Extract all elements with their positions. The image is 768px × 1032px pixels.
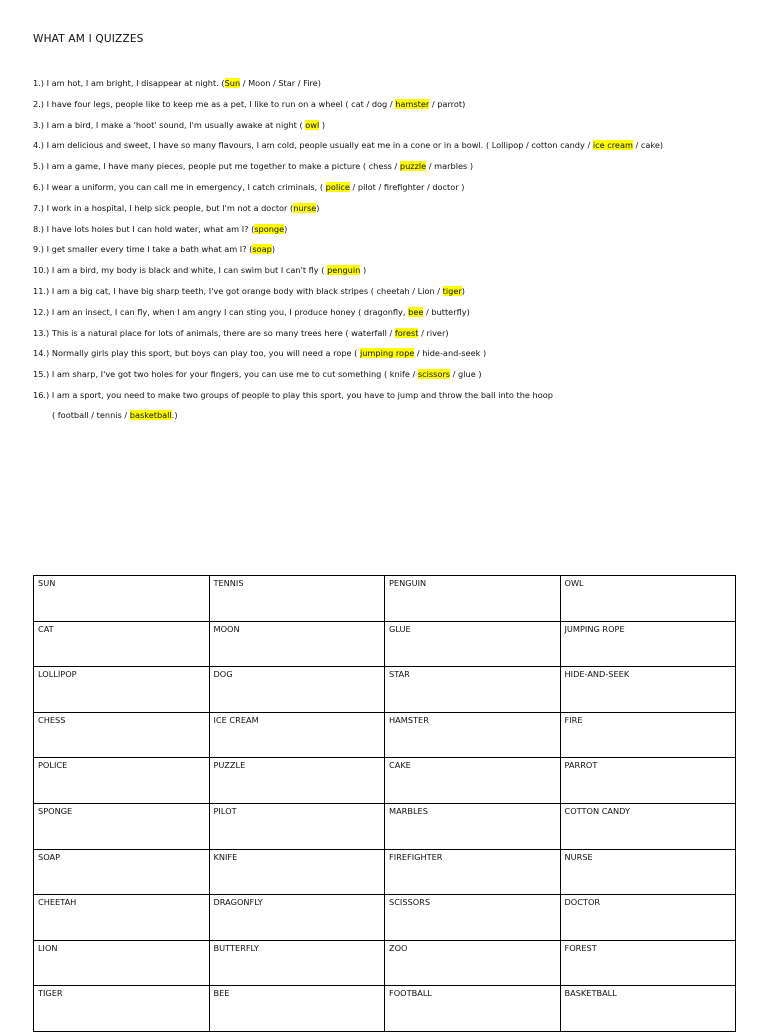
table-cell: TIGER (34, 986, 210, 1032)
quiz-question (33, 284, 763, 305)
question-text: 3.) I am a bird, I make a 'hoot' sound, I'm usually awake at night ( (33, 119, 306, 130)
highlighted-answer: forest (394, 327, 419, 338)
table-cell: HAMSTER (385, 712, 561, 758)
question-text: / hide-and-seek ) (414, 348, 487, 359)
highlighted-answer: scissors (417, 369, 451, 380)
table-cell: NURSE (560, 849, 736, 895)
quiz-question (33, 76, 763, 97)
table-cell: POLICE (34, 758, 210, 804)
question-text: 10.) I am a bird, my body is black and white, I can swim but I can't fly ( (33, 265, 328, 276)
table-cell: TENNIS (209, 576, 385, 622)
question-text: 6.) I wear a uniform, you can call me in emergency, I catch criminals, ( (33, 181, 326, 192)
question-text: ) (319, 119, 326, 130)
quiz-question (33, 201, 763, 222)
table-row (34, 758, 736, 804)
quiz-question (33, 263, 763, 284)
table-row (34, 940, 736, 986)
table-cell: CAT (34, 621, 210, 667)
question-text: ) (360, 265, 367, 276)
question-text: 12.) I am an insect, I can fly, when I am angry I can sting you, I produce honey ( dragonfly, (33, 306, 409, 317)
table-cell: ZOO (385, 940, 561, 986)
question-text: / cake) (632, 140, 664, 151)
question-text: / glue ) (450, 369, 482, 380)
question-text: ) (316, 202, 320, 213)
question-text: 9.) I get smaller every time I take a bath what am I? ( (33, 244, 253, 255)
quiz-question (33, 367, 763, 388)
question-text: 4.) I am delicious and sweet, I have so many flavours, I am cold, people usually eat me in a cone or in a bowl. ( Lollipop / cotton candy / (33, 140, 593, 151)
question-text: / pilot / firefighter / doctor ) (349, 181, 465, 192)
highlighted-answer: nurse (293, 202, 317, 213)
highlighted-answer: Sun (224, 78, 241, 88)
quiz-question (33, 159, 763, 180)
highlighted-answer: tiger (442, 285, 462, 296)
question-text: 1.) I am hot, I am bright, I disappear at night. ( (33, 78, 225, 88)
highlighted-answer: basketball (129, 409, 172, 420)
table-cell: KNIFE (209, 849, 385, 895)
table-cell: PENGUIN (385, 576, 561, 622)
table-cell: STAR (385, 667, 561, 713)
table-cell: BEE (209, 986, 385, 1032)
question-text: 11.) I am a big cat, I have big sharp teeth, I've got orange body with black stripes ( cheetah / Lion / (33, 285, 443, 296)
question-text: 5.) I am a game, I have many pieces, people put me together to make a picture ( chess / (33, 161, 400, 172)
quiz-question (33, 138, 763, 159)
question-text: ( football / tennis / (52, 409, 130, 420)
quiz-question (33, 388, 763, 422)
question-text: 16.) I am a sport, you need to make two groups of people to play this sport, you have to jump and throw the ball into the hoop (33, 389, 553, 400)
question-text: 14.) Normally girls play this sport, but boys can play too, you will need a rope ( (33, 348, 360, 359)
question-text: / parrot) (429, 98, 466, 109)
page-title: WHAT AM I QUIZZES (33, 33, 144, 45)
quiz-question (33, 222, 763, 243)
question-text: 13.) This is a natural place for lots of animals, there are so many trees here ( waterfall / (33, 327, 395, 338)
table-cell: COTTON CANDY (560, 803, 736, 849)
table-cell: HIDE-AND-SEEK (560, 667, 736, 713)
table-cell: FOREST (560, 940, 736, 986)
highlighted-answer: puzzle (399, 161, 427, 172)
highlighted-answer: bee (408, 306, 424, 317)
table-cell: BUTTERFLY (209, 940, 385, 986)
highlighted-answer: hamster (395, 98, 430, 109)
question-text: / butterfly) (423, 306, 470, 317)
quiz-question (33, 305, 763, 326)
highlighted-answer: soap (252, 244, 272, 255)
highlighted-answer: police (325, 181, 350, 192)
table-row (34, 849, 736, 895)
table-cell: GLUE (385, 621, 561, 667)
table-row (34, 621, 736, 667)
table-cell: PILOT (209, 803, 385, 849)
table-cell: SCISSORS (385, 895, 561, 941)
table-cell: LION (34, 940, 210, 986)
table-row (34, 895, 736, 941)
question-text: 15.) I am sharp, I've got two holes for your fingers, you can use me to cut something ( knife / (33, 369, 418, 380)
question-text: ) (284, 223, 288, 234)
table-cell: CHESS (34, 712, 210, 758)
quiz-question (33, 346, 763, 367)
question-continuation (33, 408, 763, 422)
quiz-question (33, 326, 763, 347)
table-cell: SOAP (34, 849, 210, 895)
table-cell: JUMPING ROPE (560, 621, 736, 667)
quiz-question (33, 180, 763, 201)
table-cell: SPONGE (34, 803, 210, 849)
table-cell: FIRE (560, 712, 736, 758)
question-text: 8.) I have lots holes but I can hold water, what am I? ( (33, 223, 255, 234)
table-cell: PUZZLE (209, 758, 385, 804)
table-row (34, 803, 736, 849)
question-text: / marbles ) (426, 161, 474, 172)
quiz-question (33, 97, 763, 118)
highlighted-answer: ice cream (592, 140, 633, 151)
question-text: 7.) I work in a hospital, I help sick people, but I'm not a doctor ( (33, 202, 294, 213)
table-cell: MARBLES (385, 803, 561, 849)
question-text: 2.) I have four legs, people like to keep me as a pet, I like to run on a wheel ( cat / dog / (33, 98, 396, 109)
table-cell: DRAGONFLY (209, 895, 385, 941)
table-cell: ICE CREAM (209, 712, 385, 758)
highlighted-answer: jumping rope (359, 348, 415, 359)
table-cell: BASKETBALL (560, 986, 736, 1032)
question-text: / river) (418, 327, 449, 338)
table-cell: CAKE (385, 758, 561, 804)
table-row (34, 576, 736, 622)
question-text: ) (461, 285, 465, 296)
word-answer-table (33, 575, 736, 1032)
question-text: .) (171, 409, 178, 420)
quiz-question (33, 242, 763, 263)
table-cell: DOCTOR (560, 895, 736, 941)
table-cell: FOOTBALL (385, 986, 561, 1032)
table-cell: MOON (209, 621, 385, 667)
highlighted-answer: sponge (254, 223, 285, 234)
quiz-question-list (33, 76, 763, 422)
table-row (34, 712, 736, 758)
question-text: / Moon / Star / Fire) (240, 78, 321, 88)
table-cell: PARROT (560, 758, 736, 804)
table-cell: OWL (560, 576, 736, 622)
highlighted-answer: owl (305, 119, 320, 130)
table-cell: FIREFIGHTER (385, 849, 561, 895)
table-cell: LOLLIPOP (34, 667, 210, 713)
table-cell: CHEETAH (34, 895, 210, 941)
question-text: ) (271, 244, 276, 255)
table-cell: SUN (34, 576, 210, 622)
table-row (34, 986, 736, 1032)
table-row (34, 667, 736, 713)
quiz-question (33, 118, 763, 139)
highlighted-answer: penguin (327, 265, 361, 276)
table-cell: DOG (209, 667, 385, 713)
